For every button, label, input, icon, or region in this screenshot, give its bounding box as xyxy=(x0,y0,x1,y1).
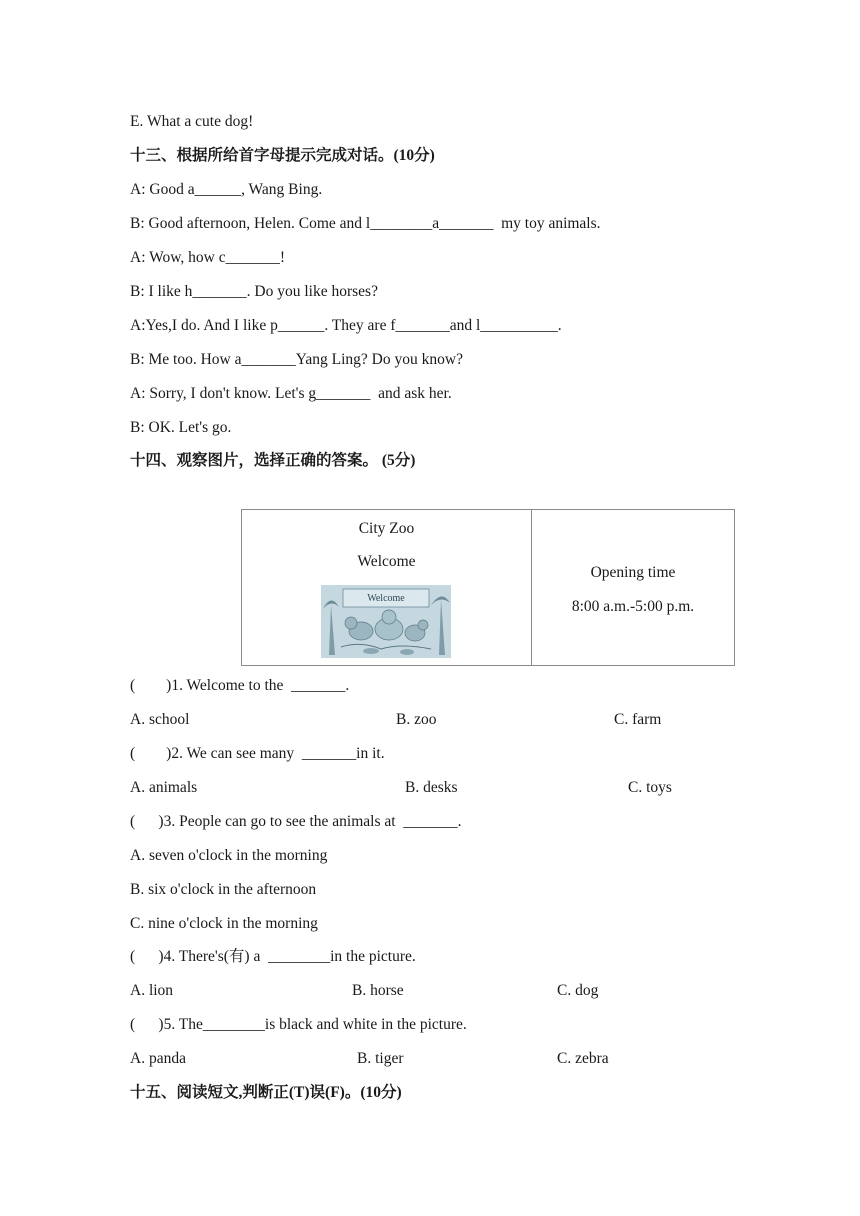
section-14-heading: 十四、观察图片，选择正确的答案。 (5分) xyxy=(130,452,416,469)
q5-option-c: C. zebra xyxy=(557,1050,609,1067)
opening-hours: 8:00 a.m.-5:00 p.m. xyxy=(571,598,695,615)
section-13-heading: 十三、根据所给首字母提示完成对话。(10分) xyxy=(130,147,435,164)
zoo-illustration xyxy=(321,585,451,658)
q5-option-a: A. panda xyxy=(130,1050,186,1067)
dialogue-line: A: Good a______, Wang Bing. xyxy=(130,181,323,198)
question-3: ( )3. People can go to see the animals at _______. xyxy=(130,813,462,830)
zoo-name: City Zoo xyxy=(358,520,415,537)
zoo-info-table xyxy=(241,509,735,666)
question-2: ( )2. We can see many _______in it. xyxy=(130,745,385,762)
question-4: ( )4. There's(有) a ________in the picture. xyxy=(130,948,416,965)
q5-option-b: B. tiger xyxy=(357,1050,404,1067)
q1-option-b: B. zoo xyxy=(396,711,437,728)
sign-welcome-text: Welcome xyxy=(367,593,405,604)
question-1: ( )1. Welcome to the _______. xyxy=(130,677,350,694)
opening-time-label: Opening time xyxy=(590,564,676,581)
dialogue-line: B: I like h_______. Do you like horses? xyxy=(130,283,378,300)
question-5: ( )5. The________is black and white in the picture. xyxy=(130,1016,467,1033)
dialogue-line: B: Me too. How a_______Yang Ling? Do you know? xyxy=(130,351,463,368)
q4-option-b: B. horse xyxy=(352,982,404,999)
q3-option-a: A. seven o'clock in the morning xyxy=(130,847,328,864)
q1-option-a: A. school xyxy=(130,711,190,728)
q3-option-b: B. six o'clock in the afternoon xyxy=(130,881,317,898)
zoo-sign-cell xyxy=(242,510,532,665)
section-15-heading: 十五、阅读短文,判断正(T)误(F)。(10分) xyxy=(130,1084,402,1101)
q4-option-c: C. dog xyxy=(557,982,599,999)
dialogue-line: A: Wow, how c_______! xyxy=(130,249,286,266)
dialogue-line: B: Good afternoon, Helen. Come and l________a_______ my toy animals. xyxy=(130,215,601,232)
dialogue-line: A:Yes,I do. And I like p______. They are f_______and l__________. xyxy=(130,317,562,334)
dialogue-line: A: Sorry, I don't know. Let's g_______ and ask her. xyxy=(130,385,452,402)
q4-option-a: A. lion xyxy=(130,982,174,999)
zoo-entrance-picture xyxy=(321,585,451,658)
dialogue-line: B: OK. Let's go. xyxy=(130,419,232,436)
q3-option-c: C. nine o'clock in the morning xyxy=(130,915,318,932)
welcome-text: Welcome xyxy=(357,553,416,570)
q2-option-b: B. desks xyxy=(405,779,458,796)
opening-time-cell xyxy=(532,510,734,665)
q2-option-a: A. animals xyxy=(130,779,198,796)
q1-option-c: C. farm xyxy=(614,711,662,728)
option-e: E. What a cute dog! xyxy=(130,113,254,130)
q2-option-c: C. toys xyxy=(628,779,672,796)
